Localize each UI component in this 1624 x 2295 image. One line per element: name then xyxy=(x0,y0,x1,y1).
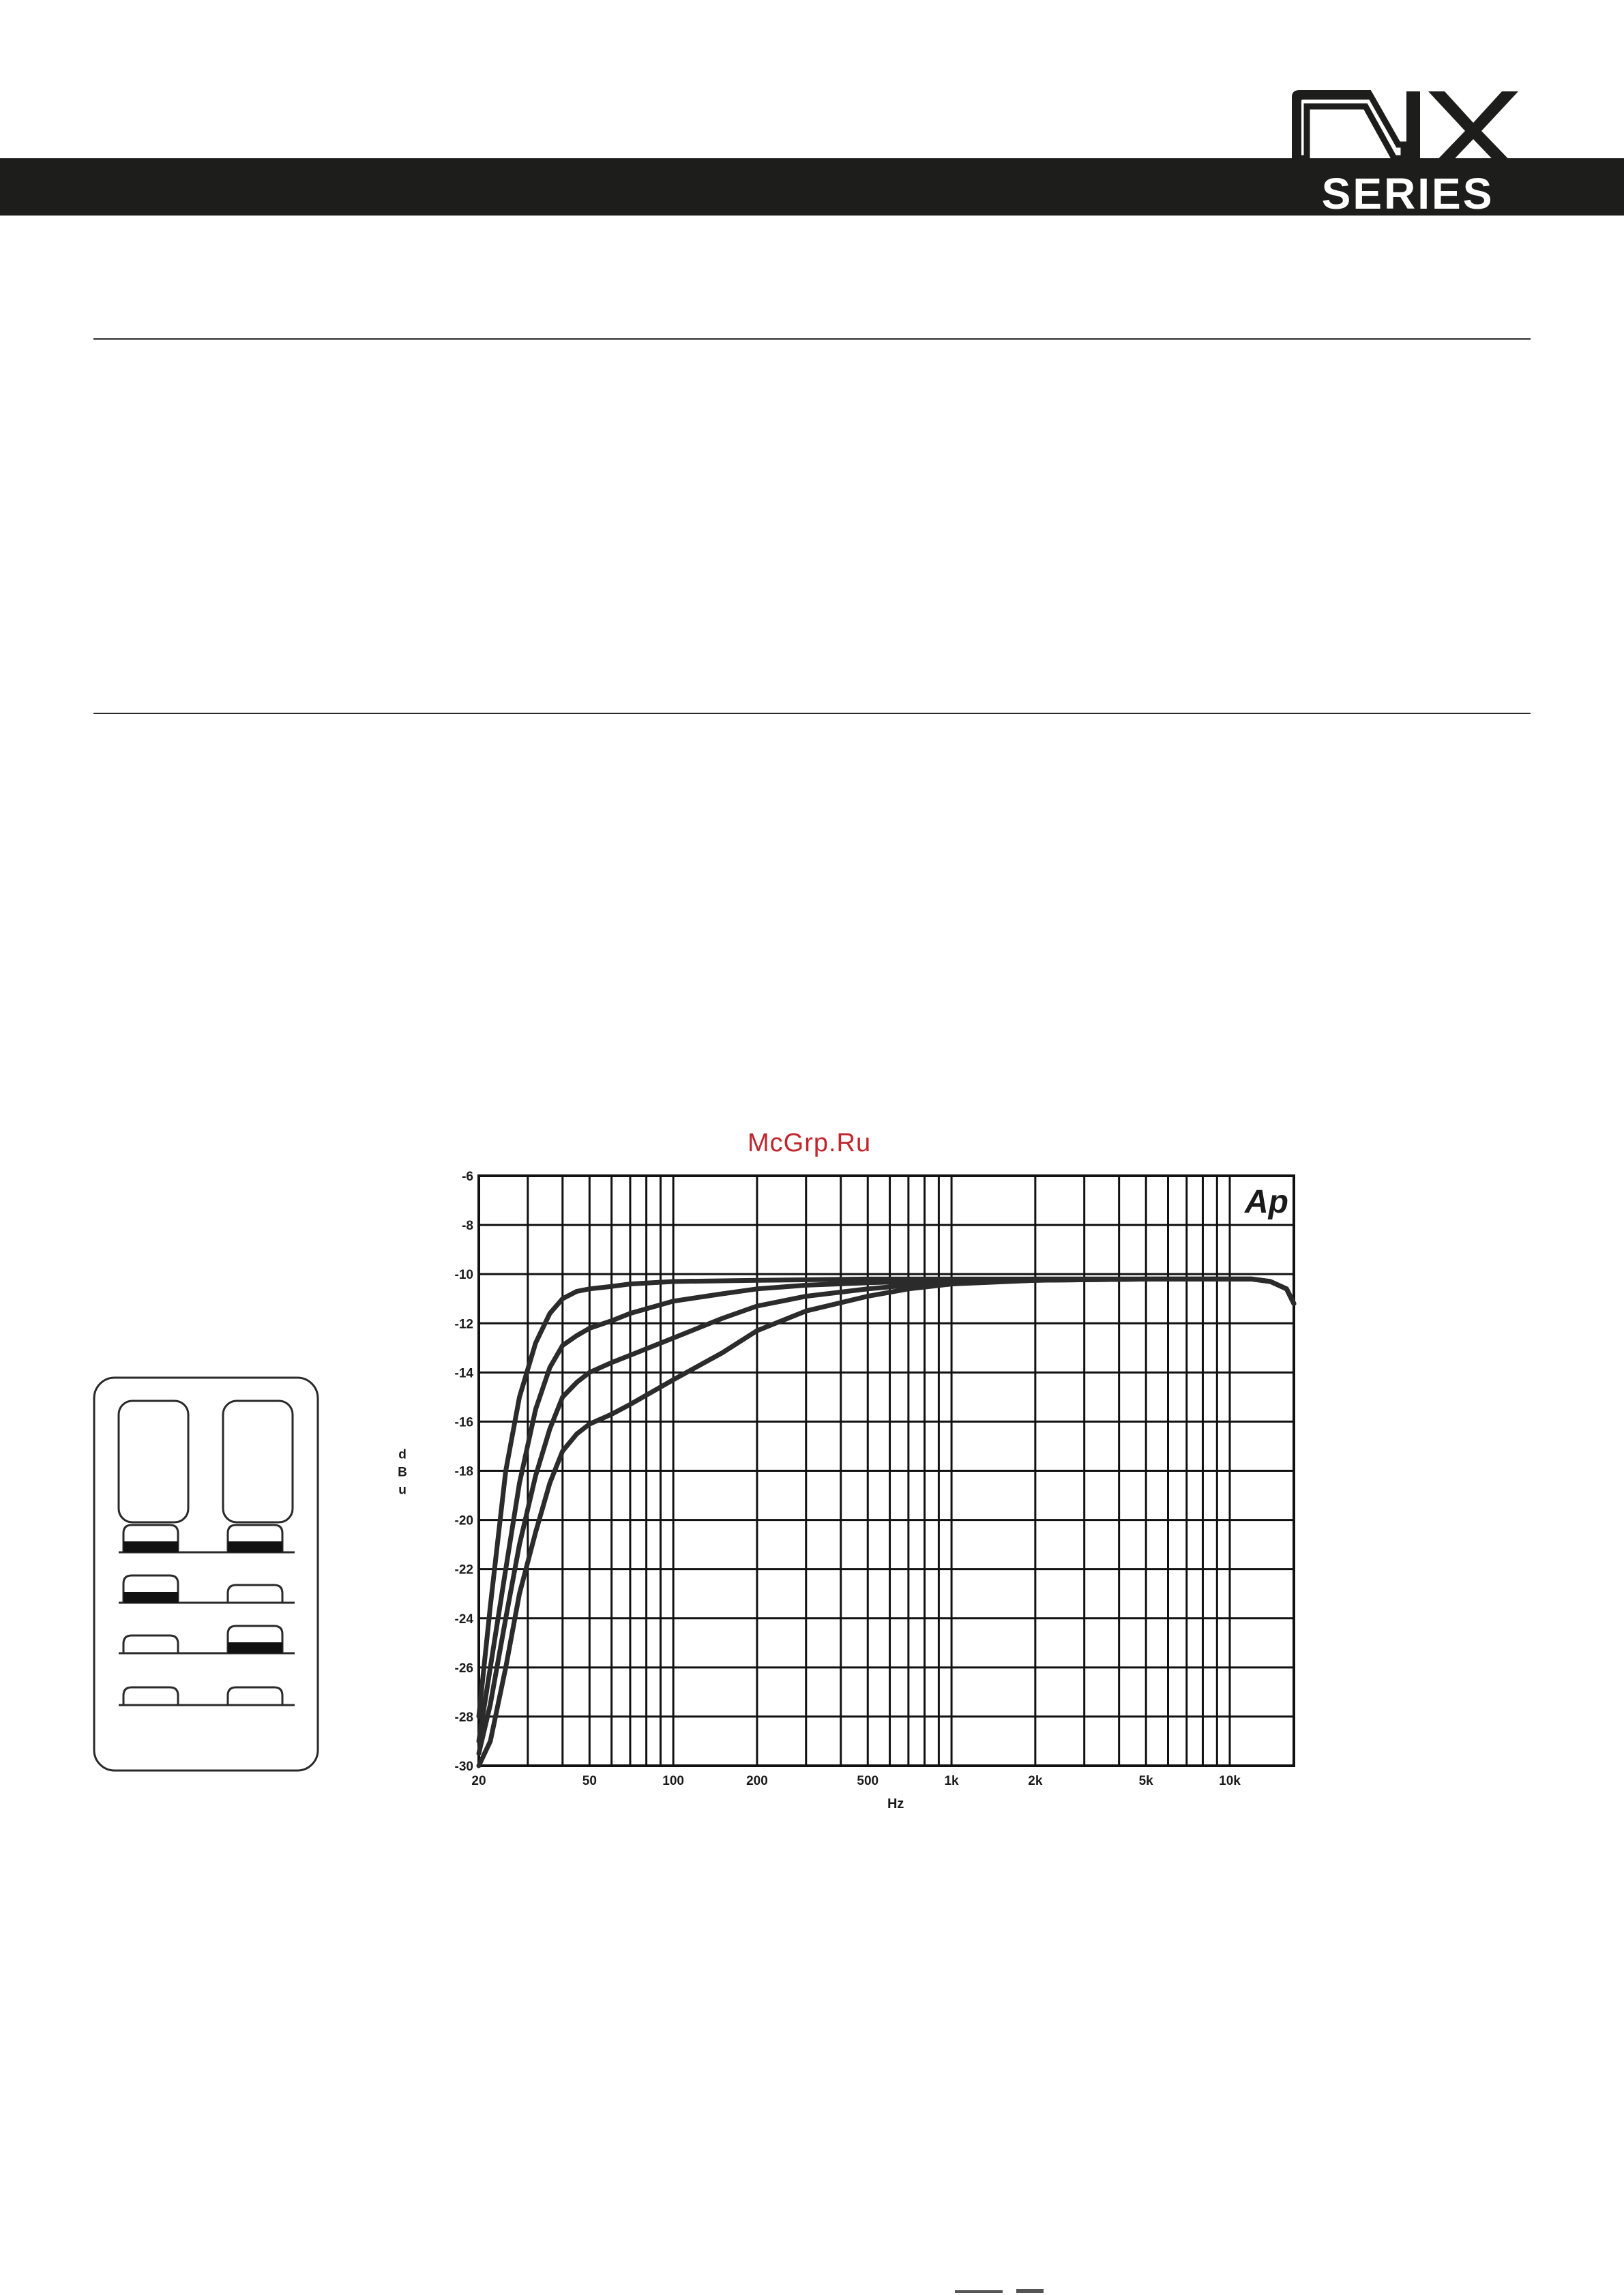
chart-tick-labels xyxy=(455,1170,1241,1788)
ap-logo-text: Ap xyxy=(1245,1184,1288,1220)
nx-series-logo xyxy=(1282,82,1535,218)
logo-text: SERIES xyxy=(1321,169,1494,218)
y-tick-label: -14 xyxy=(454,1366,473,1381)
x-tick-label: 10k xyxy=(1219,1774,1241,1788)
y-tick-label: -18 xyxy=(454,1464,473,1479)
switch-left-2-on-fill xyxy=(123,1592,178,1603)
switch-left-4 xyxy=(123,1687,178,1705)
y-tick-label: -24 xyxy=(454,1612,473,1627)
watermark: McGrp.Ru xyxy=(748,1129,872,1157)
switch-right-1-on-fill xyxy=(228,1541,282,1552)
x-tick-label: 1k xyxy=(944,1774,959,1788)
section-rule-middle xyxy=(93,713,1531,714)
section-rule-top xyxy=(93,338,1531,340)
switch-right-2 xyxy=(228,1585,282,1603)
y-tick-label: -20 xyxy=(454,1513,473,1528)
series-curve-1 xyxy=(479,1279,1294,1716)
x-tick-label: 20 xyxy=(471,1774,486,1788)
y-tick-label: -10 xyxy=(454,1268,473,1283)
y-tick-label: -6 xyxy=(462,1170,473,1184)
x-axis-label: Hz xyxy=(887,1796,904,1811)
dip-switch-panel-icon xyxy=(93,1376,321,1773)
page-edge-marks xyxy=(914,2283,1119,2295)
y-tick-label: -26 xyxy=(454,1661,473,1676)
y-label-letter: B xyxy=(398,1465,407,1480)
x-tick-label: 5k xyxy=(1138,1774,1153,1788)
y-tick-label: -16 xyxy=(454,1415,473,1430)
chart-grid xyxy=(479,1176,1294,1766)
y-axis-label xyxy=(398,1447,407,1497)
y-label-letter: u xyxy=(398,1483,407,1498)
y-tick-label: -22 xyxy=(454,1563,473,1578)
y-label-letter: d xyxy=(398,1447,407,1462)
switch-left-3 xyxy=(123,1635,178,1653)
y-tick-label: -30 xyxy=(454,1760,473,1774)
series-curve-2 xyxy=(479,1279,1294,1741)
x-tick-label: 50 xyxy=(582,1774,597,1788)
switch-right-3-on-fill xyxy=(228,1642,282,1653)
nx-logo-icon xyxy=(1286,90,1518,169)
y-tick-label: -28 xyxy=(454,1710,473,1725)
x-tick-label: 100 xyxy=(662,1774,684,1788)
x-tick-label: 500 xyxy=(857,1774,879,1788)
chart-curves xyxy=(479,1279,1294,1766)
switch-right-4 xyxy=(228,1687,282,1705)
y-tick-label: -12 xyxy=(454,1317,473,1332)
ap-logo-icon xyxy=(1244,1184,1288,1220)
series-curve-3 xyxy=(479,1279,1294,1753)
frequency-response-chart xyxy=(398,1168,1541,1822)
x-tick-label: 200 xyxy=(746,1774,768,1788)
x-tick-label: 2k xyxy=(1028,1774,1043,1788)
series-curve-4 xyxy=(479,1279,1294,1766)
switch-left-1-on-fill xyxy=(123,1541,178,1552)
y-tick-label: -8 xyxy=(462,1219,473,1234)
